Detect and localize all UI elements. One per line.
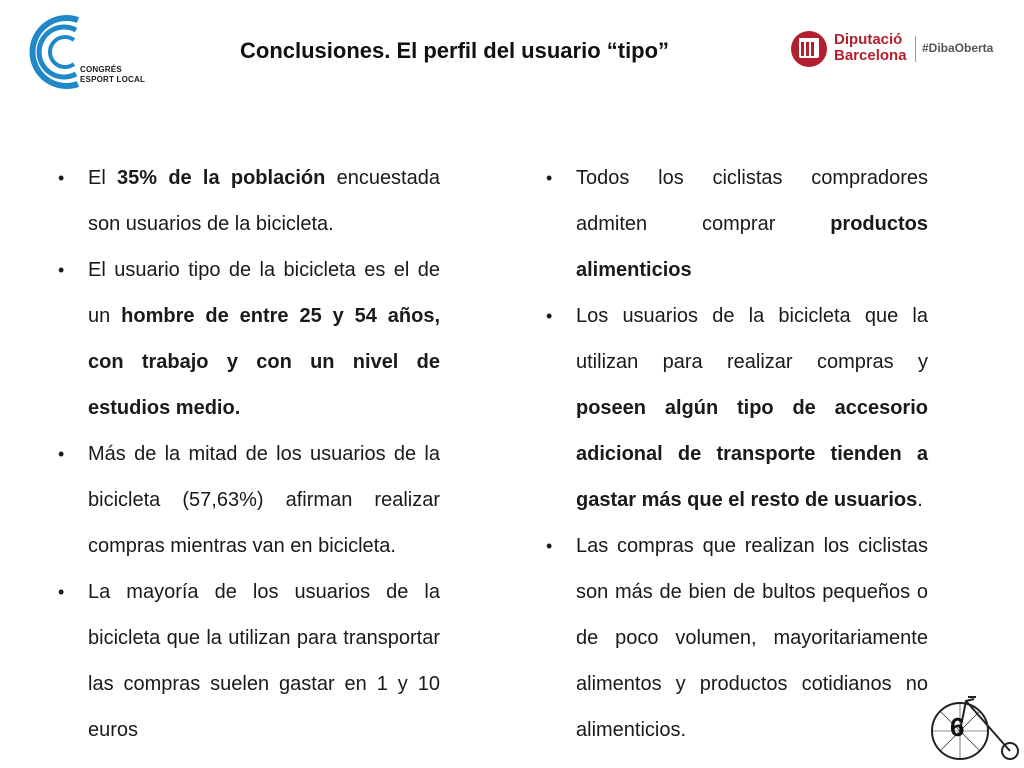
penny-farthing-icon [930,693,1022,763]
bullet-food-products: • Todos los ciclistas compradores admiten comprar productos alimenticios [538,155,928,293]
right-bullet-column [538,155,928,753]
diputacio-seal-icon [790,30,828,68]
hashtag-label: #DibaOberta [922,41,994,55]
bullet-user-profile: • El usuario tipo de la bicicleta es el de un hombre de entre 25 y 54 años, con trabajo y con un nivel de estudios medio. [50,247,440,431]
congres-logo-text: CONGRÉS ESPORT LOCAL [80,65,146,84]
page-number: 6 [950,712,965,742]
logo-divider [915,36,916,62]
bullet-accessory-spending: • Los usuarios de la bicicleta que la utilizan para realizar compras y poseen algún tipo de accesorio adicional de transporte tienden a gastar más que el resto de usuarios. [538,293,928,523]
slide-title: Conclusiones. El perfil del usuario “tipo” [240,38,670,63]
diputacio-barcelona-logo [790,30,1020,70]
bullet-purchase-type: • Las compras que realizan los ciclistas son más de bien de bultos pequeños o de poco volumen, mayoritariamente alimentos y productos cotidianos no alimenticios. [538,523,928,753]
diputacio-name: Diputació Barcelona [834,31,907,64]
bullet-shopping-by-bike: • Más de la mitad de los usuarios de la bicicleta (57,63%) afirman realizar compras mientras van en bicicleta. [50,431,440,569]
bullet-spending-range: • La mayoría de los usuarios de la bicicleta que la utilizan para transportar las compras suelen gastar en 1 y 10 euros [50,569,440,753]
right-bullet-list [538,155,928,753]
congres-esport-local-logo [18,12,148,92]
congres-logo-arcs-icon [18,12,88,92]
left-bullet-list [50,155,440,753]
left-bullet-column [50,155,440,753]
bullet-usage-share: • El 35% de la población encuestada son usuarios de la bicicleta. [50,155,440,247]
